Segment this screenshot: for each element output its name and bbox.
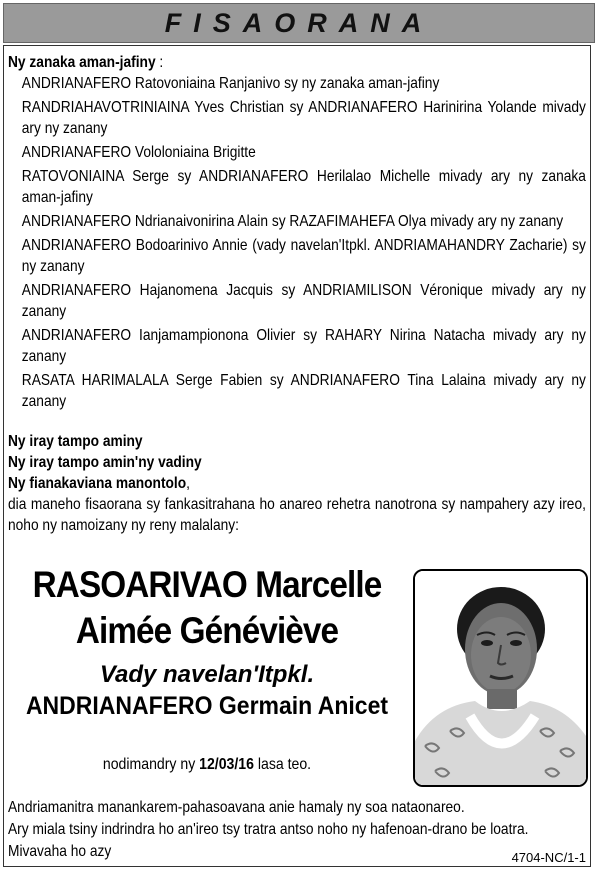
list-item: ANDRIANAFERO Vololoniaina Brigitte [21, 144, 256, 161]
header-title: FISAORANA [164, 7, 434, 38]
death-date: 12/03/16 [199, 756, 254, 773]
children-heading [8, 52, 586, 73]
portrait-image [415, 571, 586, 785]
footer-text [8, 797, 529, 863]
list-item: RANDRIAHAVOTRINIAINA Yves Christian sy ANDRIANAFERO Harinirina Yolande mivady ary ny zanany [21, 99, 586, 137]
list-item: ANDRIANAFERO Ratovoniaina Ranjanivo sy ny zanaka aman-jafiny [21, 75, 440, 92]
deceased-title: Vady navelan'Itpkl. [99, 661, 315, 688]
list-item: RATOVONIAINA Serge sy ANDRIANAFERO Herilalao Michelle mivady ary ny zanaka aman-jafiny [21, 168, 586, 206]
children-list [8, 73, 586, 412]
death-date-line [32, 756, 382, 774]
footer-line1: Andriamanitra manankarem-pahasoavana anie hamaly ny soa nataonareo. [8, 799, 465, 816]
deceased-name-line1: RASOARIVAO Marcelle [32, 564, 382, 605]
list-item: ANDRIANAFERO Hajanomena Jacquis sy ANDRIAMILISON Véronique mivady ary ny zanany [21, 282, 586, 320]
family-line-siblings: Ny iray tampo aminy [8, 433, 143, 450]
family-line-whole-family: Ny fianakaviana manontolo [8, 475, 187, 492]
list-item: ANDRIANAFERO Ndrianaivonirina Alain sy RAZAFIMAHEFA Olya mivady ary ny zanany [21, 213, 564, 230]
children-label-suffix: : [155, 54, 164, 71]
footer-line2: Ary miala tsiny indrindra ho an'ireo tsy tratra antso noho ny hafenoan-drano be loatra. Mivavaha ho azy [8, 821, 529, 860]
deceased-spouse: ANDRIANAFERO Germain Anicet [25, 692, 389, 720]
deceased-name-line2: Aimée Généviève [75, 610, 339, 651]
list-item: ANDRIANAFERO Ianjamampionona Olivier sy RAHARY Nirina Natacha mivady ary ny zanany [21, 327, 586, 365]
death-suffix: lasa teo. [253, 756, 312, 773]
list-item: RASATA HARIMALALA Serge Fabien sy ANDRIANAFERO Tina Lalaina mivady ary ny zanany [21, 372, 586, 410]
children-label: Ny zanaka aman-jafiny [8, 54, 156, 71]
death-prefix: nodimandry ny [102, 756, 200, 773]
reference-code: 4704-NC/1-1 [511, 850, 586, 865]
list-item: ANDRIANAFERO Bodoarinivo Annie (vady navelan'Itpkl. ANDRIAMAHANDRY Zacharie) sy ny zanany [21, 237, 586, 275]
family-line-suffix: , [186, 475, 190, 492]
family-line-spouse-siblings: Ny iray tampo amin'ny vadiny [8, 454, 202, 471]
portrait-photo [413, 569, 588, 787]
notice-body [8, 52, 586, 536]
intro-text: dia maneho fisaorana sy fankasitrahana ho anareo rehetra nanotrona sy nampahery azy ireo, noho ny namoizany ny reny malalany: [8, 496, 586, 534]
deceased-block [8, 562, 406, 722]
header-banner [3, 3, 595, 43]
